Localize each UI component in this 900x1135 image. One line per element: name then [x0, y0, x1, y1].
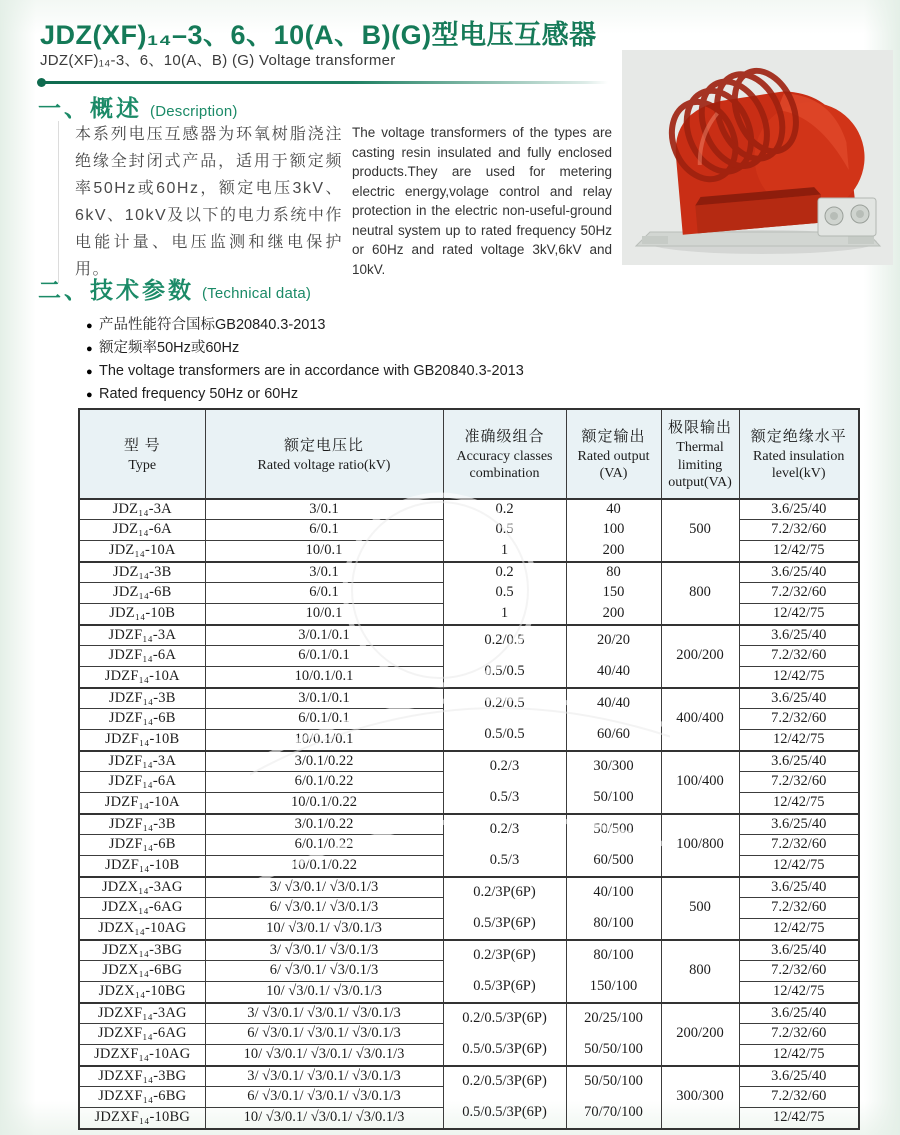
- cell-thermal: 500: [661, 499, 739, 562]
- section-description-heading-zh: 一、概述: [38, 95, 142, 121]
- page-title: JDZ(XF)₁₄–3、6、10(A、B)(G)型电压互感器: [40, 20, 597, 50]
- table-row: [79, 940, 859, 961]
- cell-accuracy-line: 0.5/0.5: [484, 725, 525, 742]
- cell-type: JDZF₁₄-10A: [79, 667, 205, 688]
- product-photo: [622, 50, 893, 265]
- header-en: Rated output (VA): [577, 448, 650, 482]
- cell-accuracy-line: 0.2/3P(6P): [473, 884, 536, 901]
- header-cell-4: [661, 409, 739, 499]
- table-row: [79, 877, 859, 898]
- cell-type: JDZ₁₄-3A: [79, 499, 205, 520]
- cell-thermal: 800: [661, 940, 739, 1003]
- cell-type: JDZF₁₄-3A: [79, 625, 205, 646]
- cell-output-line: 100: [602, 521, 625, 538]
- cell-ratio: 3/0.1/0.22: [205, 814, 443, 835]
- cell-type: JDZF₁₄-10B: [79, 730, 205, 751]
- cell-accuracy: [443, 625, 566, 688]
- table-row: [79, 688, 859, 709]
- cell-thermal: 100/800: [661, 814, 739, 877]
- cell-ratio: 10/ √3/0.1/ √3/0.1/3: [205, 982, 443, 1003]
- cell-output: [566, 814, 661, 877]
- cell-ratio: 6/0.1: [205, 520, 443, 541]
- cell-ratio: 3/0.1: [205, 499, 443, 520]
- cell-ratio: 3/ √3/0.1/ √3/0.1/ √3/0.1/3: [205, 1066, 443, 1087]
- section-description-heading-en: (Description): [150, 103, 238, 120]
- cell-ratio: 10/0.1/0.1: [205, 730, 443, 751]
- cell-accuracy: [443, 1066, 566, 1129]
- cell-ratio: 10/ √3/0.1/ √3/0.1/3: [205, 919, 443, 940]
- cell-type: JDZXF₁₄-10AG: [79, 1045, 205, 1066]
- spec-table: [78, 408, 860, 1130]
- cell-insulation: 3.6/25/40: [739, 688, 859, 709]
- section-description-heading: [38, 90, 238, 123]
- cell-ratio: 3/ √3/0.1/ √3/0.1/ √3/0.1/3: [205, 1003, 443, 1024]
- cell-insulation: 12/42/75: [739, 982, 859, 1003]
- cell-insulation: 3.6/25/40: [739, 499, 859, 520]
- cell-output-line: 80: [606, 564, 621, 581]
- header-zh: 额定电压比: [283, 437, 364, 454]
- cell-insulation: 3.6/25/40: [739, 814, 859, 835]
- cell-ratio: 10/0.1/0.22: [205, 856, 443, 877]
- cell-type: JDZXF₁₄-10BG: [79, 1108, 205, 1129]
- cell-output-line: 80/100: [593, 947, 634, 964]
- table-row: [79, 751, 859, 772]
- cell-insulation: 3.6/25/40: [739, 940, 859, 961]
- cell-accuracy-line: 0.2/3P(6P): [473, 947, 536, 964]
- section-technical-heading: [38, 272, 311, 305]
- cell-thermal: 200/200: [661, 625, 739, 688]
- cell-ratio: 6/0.1/0.1: [205, 709, 443, 730]
- cell-output-line: 70/70/100: [584, 1103, 643, 1120]
- cell-output-line: 20/25/100: [584, 1010, 643, 1027]
- cell-type: JDZXF₁₄-3AG: [79, 1003, 205, 1024]
- cell-output: [566, 751, 661, 814]
- cell-ratio: 3/ √3/0.1/ √3/0.1/3: [205, 940, 443, 961]
- cell-output-line: 50/50/100: [584, 1040, 643, 1057]
- transformer-illustration: [622, 50, 893, 265]
- bullet-dot-icon: ●: [86, 320, 93, 332]
- technical-bullet-list: [86, 314, 524, 406]
- cell-ratio: 10/0.1: [205, 604, 443, 625]
- cell-insulation: 7.2/32/60: [739, 961, 859, 982]
- cell-accuracy-line: 0.2: [495, 564, 514, 581]
- cell-insulation: 3.6/25/40: [739, 1003, 859, 1024]
- table-row: [79, 625, 859, 646]
- cell-insulation: 7.2/32/60: [739, 1087, 859, 1108]
- bullet-text: 产品性能符合国标GB20840.3-2013: [99, 317, 326, 333]
- bullet-item: [86, 337, 524, 360]
- cell-accuracy-line: 0.5/0.5: [484, 662, 525, 679]
- cell-output: [566, 688, 661, 751]
- cell-output-line: 200: [602, 604, 625, 621]
- cell-output: [566, 1066, 661, 1129]
- section-technical-heading-en: (Technical data): [202, 285, 312, 302]
- cell-accuracy-line: 0.2/3: [489, 758, 520, 775]
- cell-insulation: 3.6/25/40: [739, 751, 859, 772]
- cell-type: JDZX₁₄-10BG: [79, 982, 205, 1003]
- cell-thermal: 400/400: [661, 688, 739, 751]
- cell-thermal: 300/300: [661, 1066, 739, 1129]
- cell-accuracy-line: 0.5/0.5/3P(6P): [462, 1103, 547, 1120]
- table-row: [79, 1003, 859, 1024]
- header-zh: 型 号: [123, 437, 161, 454]
- cell-accuracy-line: 0.5: [495, 521, 514, 538]
- cell-output-line: 150: [602, 584, 625, 601]
- cell-type: JDZ₁₄-6B: [79, 583, 205, 604]
- cell-accuracy: [443, 562, 566, 625]
- cell-accuracy-line: 0.2/0.5: [484, 695, 525, 712]
- cell-accuracy-line: 0.2: [495, 501, 514, 518]
- header-row: [79, 409, 859, 499]
- cell-thermal: 800: [661, 562, 739, 625]
- cell-insulation: 3.6/25/40: [739, 877, 859, 898]
- bullet-text: Rated frequency 50Hz or 60Hz: [99, 386, 299, 402]
- cell-type: JDZXF₁₄-6AG: [79, 1024, 205, 1045]
- cell-type: JDZX₁₄-3AG: [79, 877, 205, 898]
- cell-insulation: 12/42/75: [739, 541, 859, 562]
- header-cell-5: [739, 409, 859, 499]
- cell-ratio: 10/0.1/0.22: [205, 793, 443, 814]
- bullet-item: [86, 383, 524, 406]
- cell-ratio: 10/ √3/0.1/ √3/0.1/ √3/0.1/3: [205, 1108, 443, 1129]
- table-row: [79, 499, 859, 520]
- cell-ratio: 6/ √3/0.1/ √3/0.1/3: [205, 898, 443, 919]
- cell-insulation: 12/42/75: [739, 604, 859, 625]
- cell-output-line: 40/40: [596, 662, 631, 679]
- cell-output-line: 30/300: [593, 758, 634, 775]
- cell-accuracy: [443, 940, 566, 1003]
- cell-accuracy-line: 0.2/0.5/3P(6P): [462, 1073, 547, 1090]
- header-cell-0: [79, 409, 205, 499]
- spec-table-body: [79, 499, 859, 1129]
- header-en: Accuracy classes combination: [456, 448, 553, 482]
- header-zh: 极限输出: [667, 420, 732, 436]
- bullet-dot-icon: ●: [86, 389, 93, 401]
- cell-ratio: 3/0.1: [205, 562, 443, 583]
- section-technical-heading-zh: 二、技术参数: [38, 277, 194, 303]
- cell-type: JDZF₁₄-6B: [79, 709, 205, 730]
- cell-thermal: 100/400: [661, 751, 739, 814]
- cell-insulation: 7.2/32/60: [739, 583, 859, 604]
- cell-accuracy-line: 0.5/3P(6P): [473, 977, 536, 994]
- cell-ratio: 6/0.1/0.22: [205, 835, 443, 856]
- cell-thermal: 200/200: [661, 1003, 739, 1066]
- cell-output-line: 60/500: [593, 851, 634, 868]
- terminal-block: [818, 198, 876, 236]
- cell-type: JDZF₁₄-6B: [79, 835, 205, 856]
- cell-insulation: 12/42/75: [739, 793, 859, 814]
- cell-ratio: 10/0.1: [205, 541, 443, 562]
- cell-accuracy-line: 0.5/0.5/3P(6P): [462, 1040, 547, 1057]
- cell-type: JDZF₁₄-6A: [79, 646, 205, 667]
- cell-output: [566, 625, 661, 688]
- cell-ratio: 10/0.1/0.1: [205, 667, 443, 688]
- cell-accuracy-line: 0.2/0.5: [484, 632, 525, 649]
- cell-output-line: 150/100: [589, 977, 638, 994]
- cell-accuracy: [443, 688, 566, 751]
- cell-insulation: 7.2/32/60: [739, 772, 859, 793]
- cell-insulation: 7.2/32/60: [739, 520, 859, 541]
- cell-output-line: 80/100: [593, 914, 634, 931]
- cell-output-line: 20/20: [596, 632, 631, 649]
- cell-ratio: 3/0.1/0.22: [205, 751, 443, 772]
- cell-insulation: 12/42/75: [739, 730, 859, 751]
- cell-output: [566, 877, 661, 940]
- header-en: Rated insulation level(kV): [753, 448, 845, 482]
- cell-type: JDZ₁₄-10A: [79, 541, 205, 562]
- header-cell-1: [205, 409, 443, 499]
- cell-ratio: 10/ √3/0.1/ √3/0.1/ √3/0.1/3: [205, 1045, 443, 1066]
- cell-accuracy-line: 0.2/0.5/3P(6P): [462, 1010, 547, 1027]
- header-cell-2: [443, 409, 566, 499]
- cell-output-line: 40/100: [593, 884, 634, 901]
- cell-output-line: 40: [606, 501, 621, 518]
- cell-accuracy: [443, 1003, 566, 1066]
- cell-insulation: 7.2/32/60: [739, 1024, 859, 1045]
- cell-accuracy-line: 0.5: [495, 584, 514, 601]
- cell-insulation: 12/42/75: [739, 667, 859, 688]
- cell-accuracy-line: 0.5/3: [489, 851, 520, 868]
- bullet-text: 额定频率50Hz或60Hz: [99, 340, 240, 356]
- header-zh: 额定输出: [581, 428, 646, 445]
- description-paragraph-zh: 本系列电压互感器为环氧树脂浇注绝缘全封闭式产品，适用于额定频率50Hz或60Hz，额定电压3kV、6kV、10kV及以下的电力系统中作电能计量、电压监测和继电保护用。: [58, 121, 343, 283]
- cell-accuracy: [443, 751, 566, 814]
- cell-type: JDZF₁₄-3A: [79, 751, 205, 772]
- cell-ratio: 3/ √3/0.1/ √3/0.1/3: [205, 877, 443, 898]
- cell-insulation: 3.6/25/40: [739, 625, 859, 646]
- header-zh: 准确级组合: [464, 428, 545, 445]
- cell-ratio: 6/0.1/0.1: [205, 646, 443, 667]
- cell-ratio: 6/ √3/0.1/ √3/0.1/3: [205, 961, 443, 982]
- cell-ratio: 6/0.1/0.22: [205, 772, 443, 793]
- cell-type: JDZX₁₄-6AG: [79, 898, 205, 919]
- cell-output-line: 50/500: [593, 821, 634, 838]
- cell-ratio: 3/0.1/0.1: [205, 688, 443, 709]
- cell-type: JDZX₁₄-6BG: [79, 961, 205, 982]
- cell-type: JDZXF₁₄-3BG: [79, 1066, 205, 1087]
- header-cell-3: [566, 409, 661, 499]
- cell-accuracy: [443, 814, 566, 877]
- title-divider: [40, 81, 608, 84]
- spec-table-container: [78, 408, 858, 1130]
- cell-output-line: 40/40: [596, 695, 631, 712]
- cell-accuracy: [443, 877, 566, 940]
- spec-table-header: [79, 409, 859, 499]
- table-row: [79, 814, 859, 835]
- cell-output-line: 50/50/100: [584, 1073, 643, 1090]
- cell-insulation: 12/42/75: [739, 1045, 859, 1066]
- cell-insulation: 12/42/75: [739, 1108, 859, 1129]
- cell-type: JDZF₁₄-6A: [79, 772, 205, 793]
- cell-insulation: 7.2/32/60: [739, 646, 859, 667]
- bullet-text: The voltage transformers are in accordance with GB20840.3-2013: [99, 363, 524, 379]
- cell-output: [566, 562, 661, 625]
- header-en: Type: [128, 457, 157, 473]
- header-en: Thermal limiting output(VA): [668, 440, 732, 490]
- table-row: [79, 562, 859, 583]
- cell-accuracy-line: 0.5/3: [489, 788, 520, 805]
- cell-output: [566, 499, 661, 562]
- description-paragraph-en: The voltage transformers of the types are casting resin insulated and fully enclosed products.They are used for metering electric energy,volage control and relay protection in the electric non-useful-ground neutral system up to rated frequency 50Hz or 60Hz and rated voltage 3kV,6kV and 10kV.: [352, 125, 612, 277]
- cell-type: JDZF₁₄-3B: [79, 814, 205, 835]
- cell-ratio: 3/0.1/0.1: [205, 625, 443, 646]
- cell-insulation: 3.6/25/40: [739, 1066, 859, 1087]
- cell-output-line: 60/60: [596, 725, 631, 742]
- cell-ratio: 6/ √3/0.1/ √3/0.1/ √3/0.1/3: [205, 1024, 443, 1045]
- cell-insulation: 7.2/32/60: [739, 709, 859, 730]
- cell-insulation: 7.2/32/60: [739, 835, 859, 856]
- page-subtitle: JDZ(XF)₁₄-3、6、10(A、B) (G) Voltage transformer: [40, 52, 396, 69]
- bullet-item: [86, 314, 524, 337]
- cell-output: [566, 1003, 661, 1066]
- cell-type: JDZF₁₄-3B: [79, 688, 205, 709]
- table-row: [79, 1066, 859, 1087]
- bullet-dot-icon: ●: [86, 366, 93, 378]
- cell-insulation: 12/42/75: [739, 856, 859, 877]
- cell-ratio: 6/0.1: [205, 583, 443, 604]
- cell-type: JDZ₁₄-10B: [79, 604, 205, 625]
- cell-accuracy-line: 1: [500, 541, 509, 558]
- cell-type: JDZXF₁₄-6BG: [79, 1087, 205, 1108]
- cell-accuracy-line: 0.2/3: [489, 821, 520, 838]
- cell-thermal: 500: [661, 877, 739, 940]
- cell-insulation: 3.6/25/40: [739, 562, 859, 583]
- header-zh: 额定绝缘水平: [750, 428, 847, 445]
- cell-ratio: 6/ √3/0.1/ √3/0.1/ √3/0.1/3: [205, 1087, 443, 1108]
- cell-output: [566, 940, 661, 1003]
- cell-accuracy: [443, 499, 566, 562]
- cell-type: JDZX₁₄-3BG: [79, 940, 205, 961]
- header-en: Rated voltage ratio(kV): [257, 457, 391, 473]
- cell-type: JDZF₁₄-10B: [79, 856, 205, 877]
- cell-insulation: 7.2/32/60: [739, 898, 859, 919]
- bullet-item: [86, 360, 524, 383]
- cell-output-line: 200: [602, 541, 625, 558]
- cell-type: JDZ₁₄-6A: [79, 520, 205, 541]
- cell-type: JDZX₁₄-10AG: [79, 919, 205, 940]
- cell-accuracy-line: 0.5/3P(6P): [473, 914, 536, 931]
- cell-type: JDZ₁₄-3B: [79, 562, 205, 583]
- cell-type: JDZF₁₄-10A: [79, 793, 205, 814]
- cell-output-line: 50/100: [593, 788, 634, 805]
- bullet-dot-icon: ●: [86, 343, 93, 355]
- cell-insulation: 12/42/75: [739, 919, 859, 940]
- cell-accuracy-line: 1: [500, 604, 509, 621]
